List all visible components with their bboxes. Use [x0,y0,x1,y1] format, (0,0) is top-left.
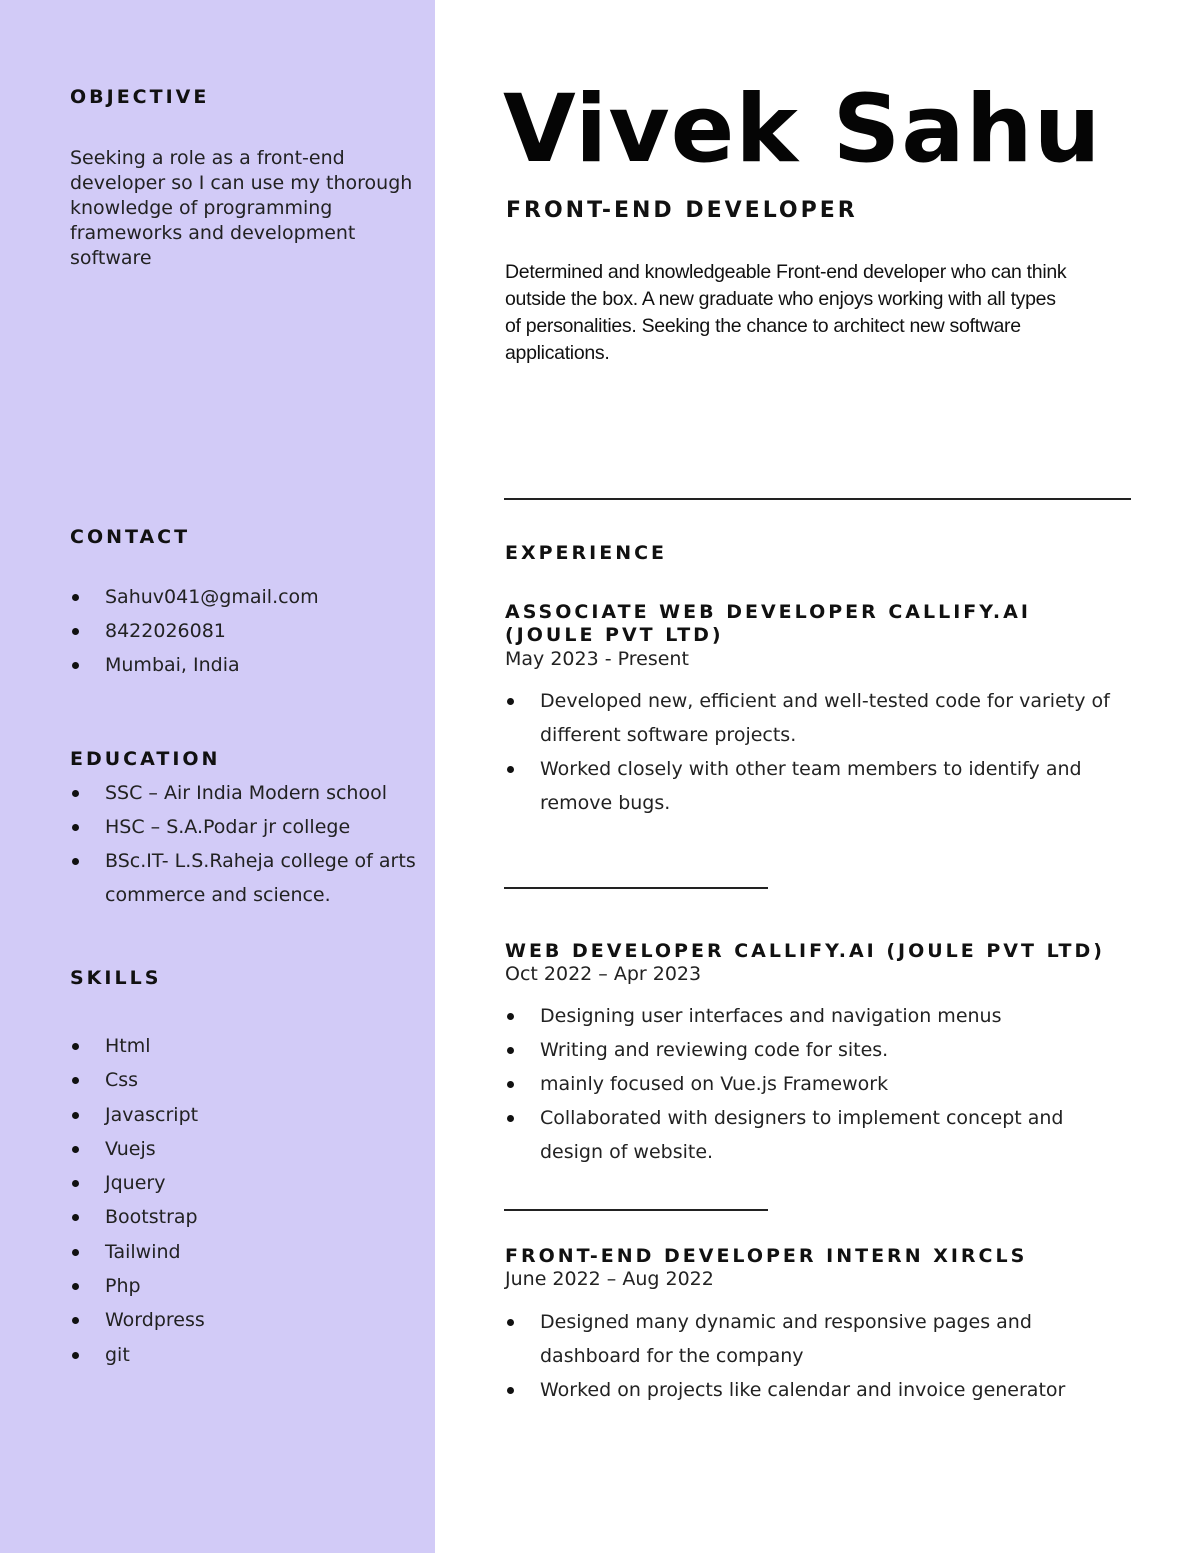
objective-line: developer so I can use my thorough [70,172,413,194]
summary-line: Determined and knowledgeable Front-end developer who can think [505,261,1067,283]
education-item: SSC – Air India Modern school [70,776,432,810]
objective-text [70,146,430,271]
job-bullet: Developed new, efficient and well-tested code for variety of different software projects. [505,684,1130,752]
contact-list [70,584,430,686]
job-title: ASSOCIATE WEB DEVELOPER CALLIFY.AI (JOULE PVT LTD) [505,601,1031,646]
objective-heading: OBJECTIVE [70,86,210,108]
job-bullet: Collaborated with designers to implement concept and design of website. [505,1101,1130,1169]
job-bullet: mainly focused on Vue.js Framework [505,1067,1130,1101]
job-bullet: Designing user interfaces and navigation menus [505,999,1130,1033]
job-bullets [505,684,1130,820]
job-bullets [505,1305,1130,1407]
objective-line: Seeking a role as a front-end [70,147,345,169]
contact-email[interactable]: Sahuv041@gmail.com [70,584,430,618]
job-bullet: Worked on projects like calendar and invoice generator [505,1373,1130,1407]
skill-item: Html [70,1033,430,1067]
skill-item: Jquery [70,1170,430,1204]
header-divider [504,498,1131,500]
objective-line: knowledge of programming [70,197,333,219]
contact-location: Mumbai, India [70,652,430,686]
job-bullet: Worked closely with other team members to identify and remove bugs. [505,752,1130,820]
education-heading: EDUCATION [70,748,221,770]
skill-item: Bootstrap [70,1204,430,1238]
summary-line: of personalities. Seeking the chance to architect new software [505,315,1021,337]
job-bullet: Designed many dynamic and responsive pages and dashboard for the company [505,1305,1130,1373]
job-bullet: Writing and reviewing code for sites. [505,1033,1130,1067]
job-dates: May 2023 - Present [505,648,689,670]
skill-item: Tailwind [70,1239,430,1273]
education-list [70,776,432,912]
skill-item: Php [70,1273,430,1307]
skills-heading: SKILLS [70,967,162,989]
job-bullets [505,999,1130,1169]
job-dates: June 2022 – Aug 2022 [505,1268,714,1290]
contact-heading: CONTACT [70,526,191,548]
education-item: BSc.IT- L.S.Raheja college of arts commerce and science. [70,844,432,912]
candidate-name: Vivek Sahu [503,75,1102,184]
skill-item: Wordpress [70,1307,430,1341]
summary-line: applications. [505,342,610,364]
candidate-role: FRONT-END DEVELOPER [506,198,858,223]
summary-line: outside the box. A new graduate who enjoys working with all types [505,288,1056,310]
objective-line: software [70,247,152,269]
contact-phone[interactable]: 8422026081 [70,618,430,652]
job-dates: Oct 2022 – Apr 2023 [505,963,702,985]
job-title: WEB DEVELOPER CALLIFY.AI (JOULE PVT LTD) [505,940,1105,962]
skill-item: Css [70,1067,430,1101]
skill-item: git [70,1342,430,1376]
job-divider [504,887,768,889]
skills-list [70,1033,430,1376]
education-item: HSC – S.A.Podar jr college [70,810,432,844]
objective-line: frameworks and development [70,222,356,244]
experience-heading: EXPERIENCE [505,542,668,564]
job-divider [504,1209,768,1211]
skill-item: Vuejs [70,1136,430,1170]
sidebar [0,0,435,1553]
summary-text [505,259,1125,367]
skill-item: Javascript [70,1102,430,1136]
job-title: FRONT-END DEVELOPER INTERN XIRCLS [505,1245,1028,1267]
